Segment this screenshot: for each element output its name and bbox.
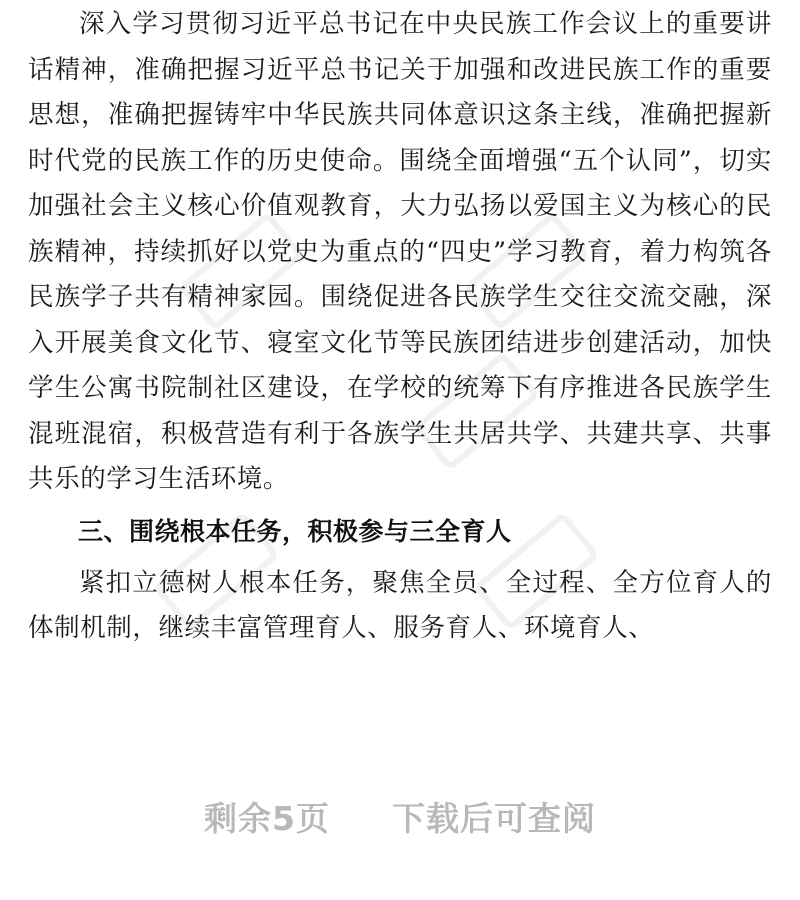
section-heading: 三、围绕根本任务，积极参与三全育人 [78, 516, 512, 546]
remaining-pages-text: 剩余5页 [204, 799, 330, 838]
body-paragraph: 深入学习贯彻习近平总书记在中央民族工作会议上的重要讲话精神，准确把握习近平总书记关于加强和改进民族工作的重要思想，准确把握铸牢中华民族共同体意识这条主线，准确把握新时代党的民族工作的历史使命。围绕全面增强“五个认同”，切实加强社会主义核心价值观教育，大力弘扬以爱国主义为核心的民族精神，持续抓好以党史为重点的“四史”学习教育，着力构筑各民族学子共有精神家园。围绕促进各民族学生交往交流交融，深入开展美食文化节、寝室文化节等民族团结进步创建活动，加快学生公寓书院制社区建设，在学校的统筹下有序推进各民族学生混班混宿，积极营造有利于各族学生共居共学、共建共享、共事共乐的学习生活环境。 [28, 9, 772, 494]
remaining-pages-banner[interactable] [0, 793, 800, 840]
body-paragraph: 紧扣立德树人根本任务，聚焦全员、全过程、全方位育人的体制机制，继续丰富管理育人、服务育人、环境育人、 [28, 567, 772, 643]
document-body [28, 2, 772, 652]
download-hint-text: 下载后可查阅 [391, 799, 596, 838]
